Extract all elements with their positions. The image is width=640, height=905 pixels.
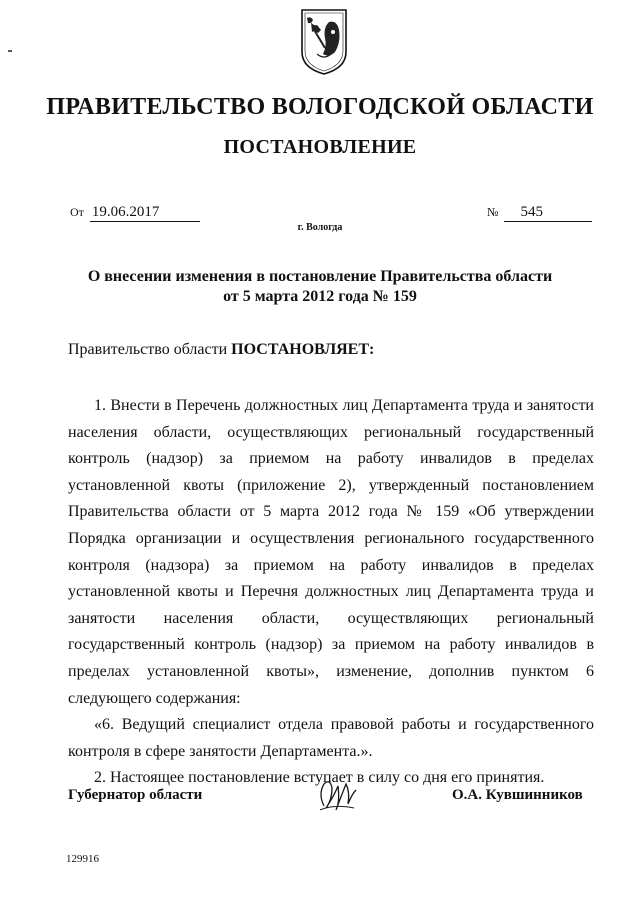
preamble-verb: ПОСТАНОВЛЯЕТ: <box>231 341 375 358</box>
organization-title: ПРАВИТЕЛЬСТВО ВОЛОГОДСКОЙ ОБЛАСТИ <box>46 94 594 120</box>
signatory-title: Губернатор области <box>68 787 203 803</box>
number-value: 545 <box>504 204 592 222</box>
document-heading <box>60 267 580 307</box>
handwritten-signature-icon <box>314 776 360 818</box>
heading-line-2: от 5 марта 2012 года № 159 <box>223 288 417 305</box>
date-field <box>70 204 200 222</box>
date-value: 19.06.2017 <box>90 204 200 222</box>
vologda-coat-of-arms-icon <box>299 8 349 76</box>
number-label: № <box>487 205 499 219</box>
preamble-subject: Правительство области <box>68 341 228 358</box>
paragraph-1: 1. Внести в Перечень должностных лиц Департамента труда и занятости населения области, осуществляющих региональный государственный контроль (надзор) за приемом на работу инвалидов в пределах установленной квоты (приложение 2), утвержденный постановлением Правительства области от 5 марта 2012 года № 159 «Об утверждении Порядка организации и осуществления регионального государственного контроля (надзора) за приемом на работу инвалидов в пределах установленной квоты и Перечня должностных лиц Департамента труда и занятости населения области, осуществляющих региональный государственный контроль (надзор) за приемом на работу инвалидов в пределах установленной квоты», изменение, дополнив пунктом 6 следующего содержания: <box>68 397 594 707</box>
signatory-name: О.А. Кувшинников <box>452 787 583 803</box>
city-label: г. Вологда <box>297 222 343 233</box>
footer-code: 129916 <box>66 853 99 865</box>
paragraph-3: 2. Настоящее постановление вступает в силу со дня его принятия. <box>94 769 545 787</box>
heading-line-1: О внесении изменения в постановление Правительства области <box>87 268 553 285</box>
paragraph-2: «6. Ведущий специалист отдела правовой работы и государственного контроля в сфере занятости Департамента.». <box>68 716 594 760</box>
document-body <box>68 393 594 792</box>
number-field <box>487 204 592 222</box>
margin-mark <box>8 50 12 52</box>
document-type: ПОСТАНОВЛЕНИЕ <box>223 136 417 158</box>
date-label: От <box>70 205 84 219</box>
preamble <box>68 341 374 359</box>
